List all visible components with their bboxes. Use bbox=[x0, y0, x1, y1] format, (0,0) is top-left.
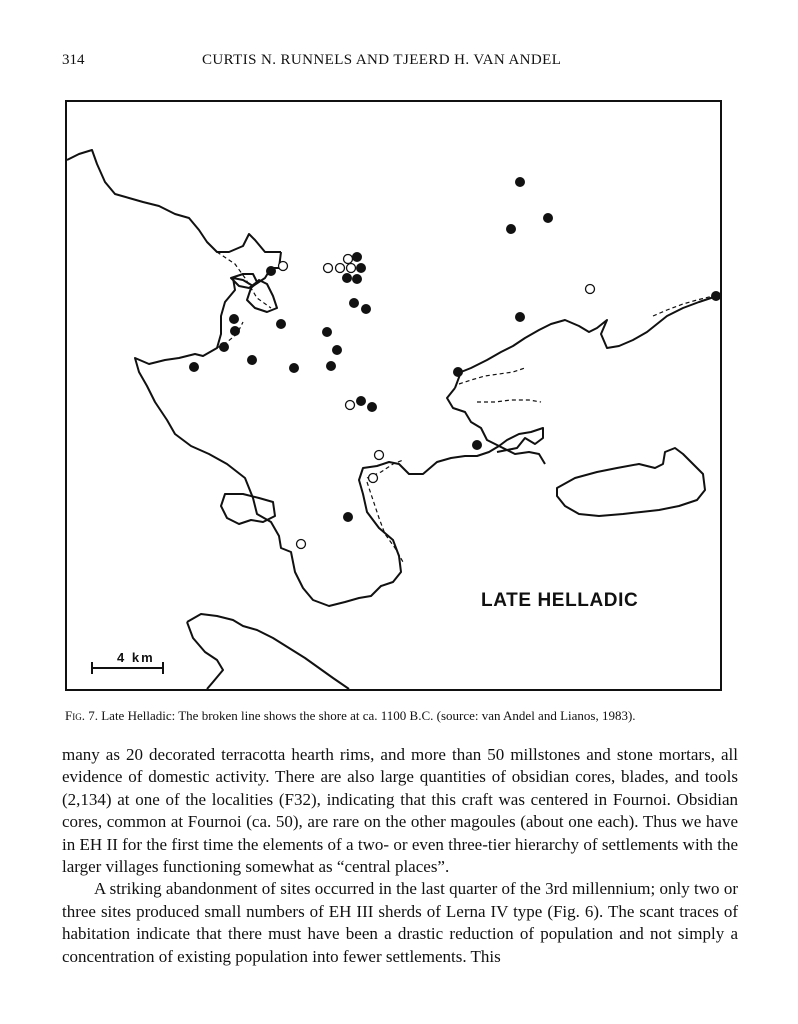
paragraph: many as 20 decorated terracotta hearth rims, and more than 50 millstones and stone mortars, all evidence of domestic activity. There are also large quantities of obsidian cores, blades, and tools (2,134) at one of the localities (F32), indicating that this craft was centered in Fournoi. Obsidian cores, common at Fournoi (ca. 50), are rare on the other magoules (about one each). Thus we have in EH II for the first time the elements of a two- or even three-tier hierarchy of settlements with the larger villages functioning somewhat as “central places”. bbox=[62, 745, 738, 877]
old-shore-far-east bbox=[653, 296, 713, 316]
paragraph: A striking abandonment of sites occurred in the last quarter of the 3rd millennium; only two or three sites produced small numbers of EH III sherds of Lerna IV type (Fig. 6). The scant traces of habitation indicate that there must have been a drastic reduction of population and not simply a concentration of existing population into fewer settlements. This bbox=[62, 879, 738, 966]
bay-southwest bbox=[187, 622, 223, 689]
site-circle bbox=[324, 264, 333, 273]
site-circle bbox=[375, 451, 384, 460]
site-dot bbox=[276, 319, 286, 329]
page-header bbox=[62, 52, 742, 74]
sites-open bbox=[279, 255, 595, 549]
site-dot bbox=[543, 213, 553, 223]
site-circle bbox=[586, 285, 595, 294]
site-dot bbox=[453, 367, 463, 377]
site-circle bbox=[369, 474, 378, 483]
site-dot bbox=[229, 314, 239, 324]
island-southeast bbox=[557, 448, 705, 516]
site-circle bbox=[347, 264, 356, 273]
body-text bbox=[62, 744, 738, 968]
coastline-southwest bbox=[187, 614, 349, 689]
site-dot bbox=[326, 361, 336, 371]
figure-caption bbox=[65, 708, 735, 724]
bay-east bbox=[447, 388, 545, 464]
site-dot bbox=[361, 304, 371, 314]
site-dot bbox=[356, 263, 366, 273]
page-number: 314 bbox=[62, 52, 85, 68]
site-dot bbox=[230, 326, 240, 336]
site-circle bbox=[297, 540, 306, 549]
site-dot bbox=[322, 327, 332, 337]
site-dot bbox=[352, 274, 362, 284]
site-dot bbox=[515, 312, 525, 322]
sites-filled bbox=[189, 177, 720, 522]
site-circle bbox=[346, 401, 355, 410]
coastline-north bbox=[67, 150, 281, 252]
running-head: CURTIS N. RUNNELS AND TJEERD H. VAN ANDEL bbox=[202, 52, 562, 68]
site-dot bbox=[349, 298, 359, 308]
peninsula-south bbox=[221, 494, 275, 524]
site-dot bbox=[506, 224, 516, 234]
site-dot bbox=[711, 291, 720, 301]
site-dot bbox=[367, 402, 377, 412]
site-dot bbox=[332, 345, 342, 355]
site-dot bbox=[289, 363, 299, 373]
old-shore-bay bbox=[459, 368, 525, 384]
site-circle bbox=[279, 262, 288, 271]
site-circle bbox=[336, 264, 345, 273]
map-title: LATE HELLADIC bbox=[481, 590, 639, 611]
site-dot bbox=[247, 355, 257, 365]
site-dot bbox=[266, 266, 276, 276]
site-dot bbox=[189, 362, 199, 372]
site-dot bbox=[352, 252, 362, 262]
site-dot bbox=[472, 440, 482, 450]
site-circle bbox=[344, 255, 353, 264]
site-dot bbox=[356, 396, 366, 406]
site-dot bbox=[342, 273, 352, 283]
site-dot bbox=[343, 512, 353, 522]
site-dot bbox=[515, 177, 525, 187]
caption-text: Late Helladic: The broken line shows the shore at ca. 1100 B.C. (source: van Andel and Lianos, 1983). bbox=[97, 708, 636, 723]
caption-label: Fig. 7. bbox=[65, 708, 98, 723]
scale-label: 4 km bbox=[117, 650, 155, 665]
old-shore-inlet bbox=[477, 400, 541, 402]
site-dot bbox=[219, 342, 229, 352]
map-figure bbox=[65, 100, 722, 691]
